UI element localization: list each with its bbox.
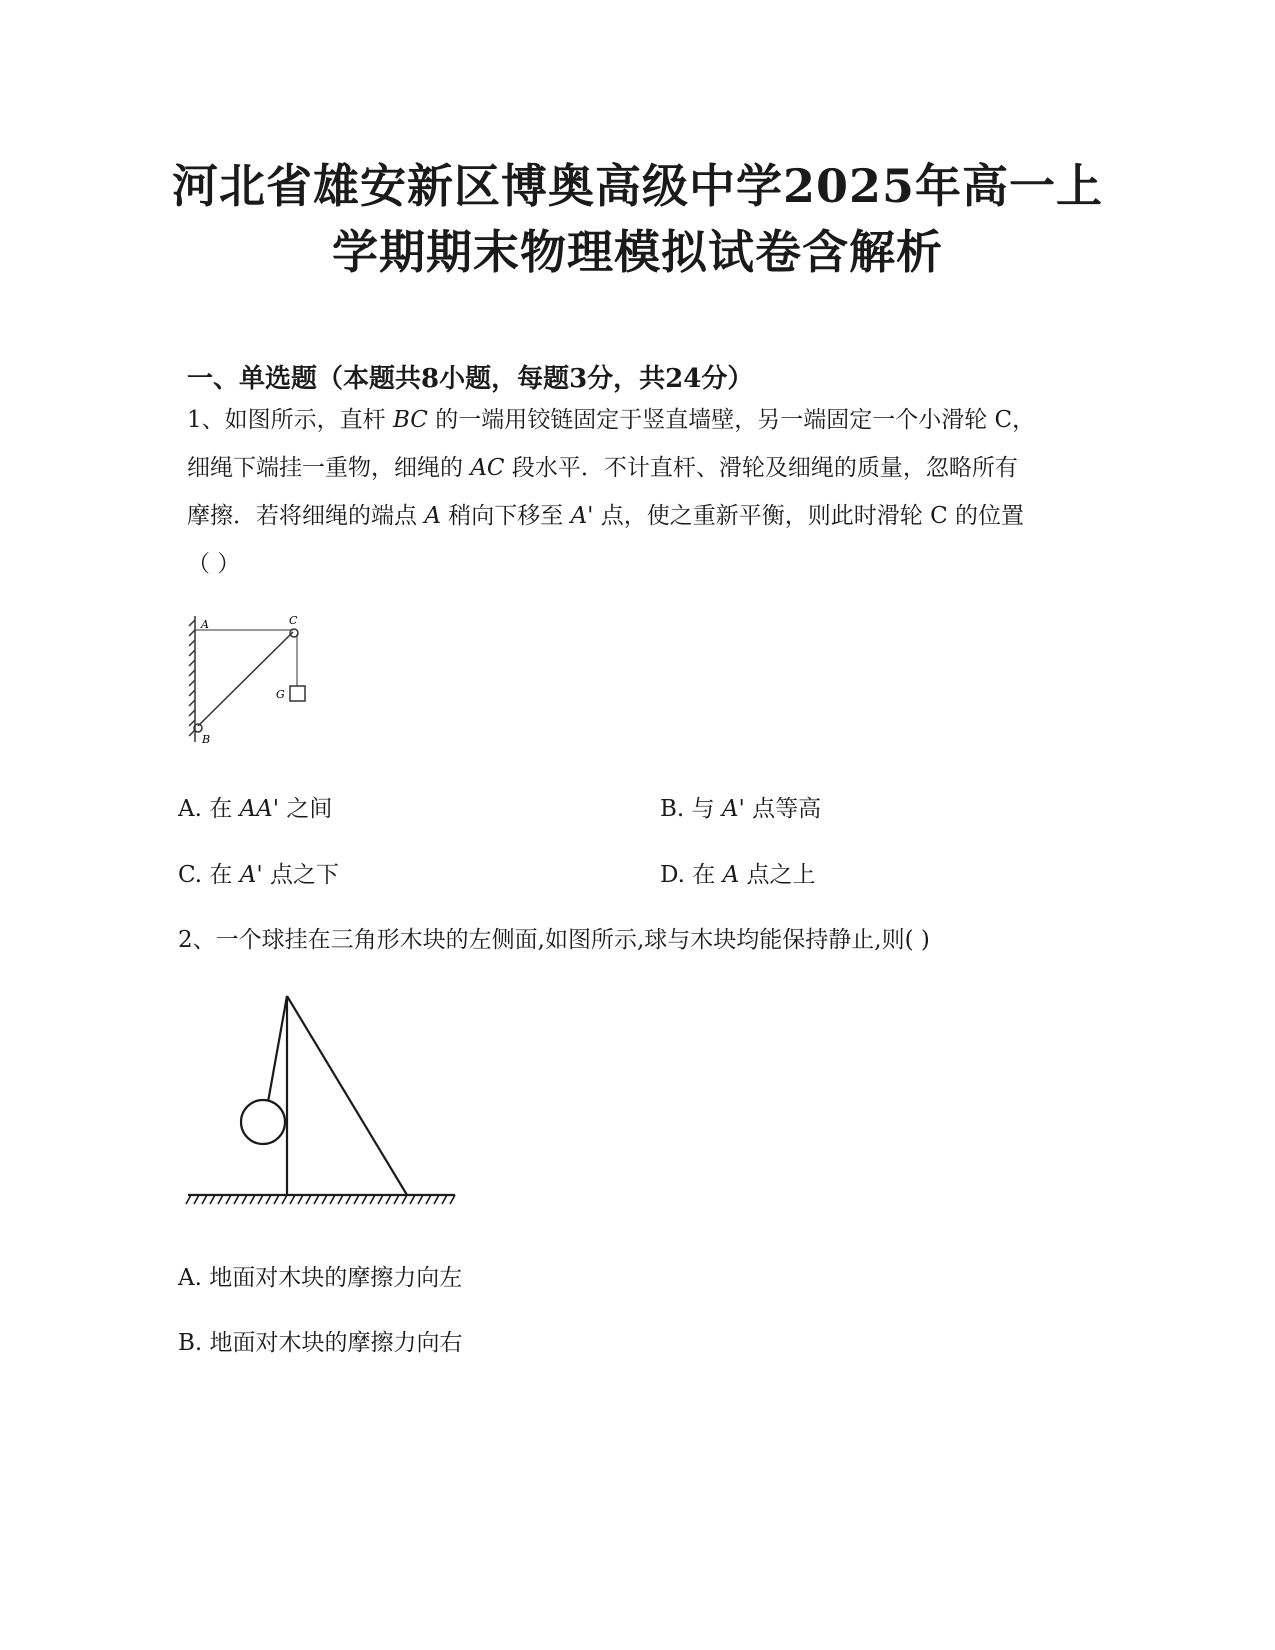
text-run: A (424, 503, 441, 529)
ball (241, 1100, 285, 1144)
text-run: A' (721, 796, 745, 822)
string (268, 996, 287, 1102)
question-2-option-b[interactable]: B. 地面对木块的摩擦力向右 (178, 1330, 463, 1356)
text-run: 段水平．不计直杆、滑轮及细绳的质量，忽略所有 (504, 455, 1018, 481)
weight-g (290, 686, 305, 701)
text-run: AA' (239, 796, 280, 822)
section-heading: 一、单选题（本题共8小题，每题3分，共24分） (187, 364, 754, 394)
label-a: A (201, 618, 209, 631)
block-slant-face (287, 996, 407, 1195)
question-1-stem (187, 396, 1087, 588)
question-2-option-a[interactable]: A. 地面对木块的摩擦力向左 (178, 1265, 463, 1291)
question-1-option-c[interactable] (178, 856, 339, 889)
text-run: 之间 (279, 796, 333, 822)
question-1-option-b[interactable] (660, 790, 821, 823)
text-run: A. 在 (178, 796, 240, 822)
text-run: C. 在 (178, 862, 240, 888)
text-run: 1、如图所示，直杆 (187, 407, 393, 433)
text-run: 摩擦．若将细绳的端点 (187, 503, 425, 529)
page-title-line-2: 学期期末物理模拟试卷含解析 (332, 225, 943, 279)
text-run: 点等高 (744, 796, 822, 822)
wall-hatching (189, 620, 195, 736)
label-b: B (202, 733, 211, 746)
text-run: A' (570, 503, 594, 529)
text-run: 稍向下移至 (440, 503, 571, 529)
question-2-stem: 2、一个球挂在三角形木块的左侧面,如图所示,球与木块均能保持静止,则( ) (178, 927, 930, 953)
text-run: BC (392, 407, 428, 433)
question-1-line-4: （ ） (187, 551, 241, 577)
text-run: 点之下 (262, 862, 339, 888)
text-run: D. 在 (660, 862, 723, 888)
text-run: B. 与 (660, 796, 722, 822)
text-run: 点，使之重新平衡，则此时滑轮 C 的位置 (593, 503, 1025, 529)
question-1-line-1 (187, 396, 1087, 444)
text-run: A' (239, 862, 263, 888)
text-run: AC (470, 455, 505, 481)
label-c: C (289, 614, 298, 627)
text-run: 点之上 (739, 862, 816, 888)
question-1-figure (183, 608, 323, 748)
page-title-line-1: 河北省雄安新区博奥高级中学2025年高一上 (171, 159, 1104, 213)
question-2-figure (183, 988, 463, 1214)
text-run: 的一端用铰链固定于竖直墙壁，另一端固定一个小滑轮 C， (427, 407, 1036, 433)
text-run: 细绳下端挂一重物，细绳的 (187, 455, 471, 481)
text-run: A (722, 862, 740, 888)
question-1-option-d[interactable] (660, 856, 816, 889)
question-1-option-a[interactable] (178, 790, 332, 823)
ground-hatching (186, 1195, 455, 1204)
question-1-line-2 (187, 444, 1087, 492)
rod-bc (198, 632, 293, 726)
question-1-line-3 (187, 492, 1087, 540)
label-g: G (276, 688, 285, 701)
